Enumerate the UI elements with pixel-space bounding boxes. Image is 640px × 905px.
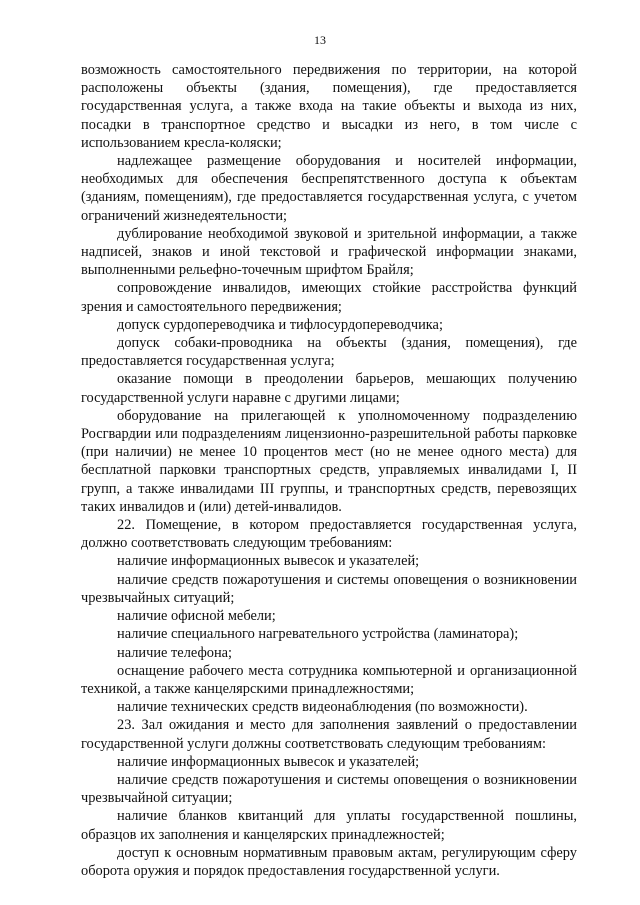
paragraph: наличие бланков квитанций для уплаты государственной пошлины, образцов их заполнения и канцелярских принадлежностей; xyxy=(81,808,577,843)
paragraph: допуск сурдопереводчика и тифлосурдопереводчика; xyxy=(117,316,443,333)
paragraph: возможность самостоятельного передвижения по территории, на которой расположены объекты (здания, помещения), где предоставляется государственная услуга, а также входа на такие объекты и выхода из них, посадки в транспортное средство и высадки из него, в том числе с использованием кресла-коляски; xyxy=(81,62,577,151)
paragraph: наличие технических средств видеонаблюдения (по возможности). xyxy=(117,699,528,716)
paragraph: 23. Зал ожидания и место для заполнения заявлений о предоставлении государственной услуги должны соответствовать следующим требованиям: xyxy=(81,717,577,752)
paragraph: наличие телефона; xyxy=(117,644,233,661)
paragraph: наличие специального нагревательного устройства (ламинатора); xyxy=(117,626,519,643)
paragraph: допуск собаки-проводника на объекты (здания, помещения), где предоставляется государственная услуга; xyxy=(81,335,577,370)
paragraph: оснащение рабочего места сотрудника компьютерной и организационной техникой, а также канцелярскими принадлежностями; xyxy=(81,662,577,697)
paragraph: наличие офисной мебели; xyxy=(117,608,276,625)
document-body xyxy=(81,61,577,880)
paragraph: 22. Помещение, в котором предоставляется государственная услуга, должно соответствовать следующим требованиям: xyxy=(81,517,577,552)
paragraph: доступ к основным нормативным правовым актам, регулирующим сферу оборота оружия и порядок предоставления государственной услуги. xyxy=(81,844,577,879)
paragraph: дублирование необходимой звуковой и зрительной информации, а также надписей, знаков и иной текстовой и графической информации знаками, выполненными рельефно-точечным шрифтом Брайля; xyxy=(81,225,577,279)
paragraph: наличие средств пожаротушения и системы оповещения о возникновении чрезвычайной ситуации; xyxy=(81,771,577,807)
page-number: 13 xyxy=(314,33,326,47)
paragraph: сопровождение инвалидов, имеющих стойкие расстройства функций зрения и самостоятельного передвижения; xyxy=(81,280,577,315)
paragraph: оказание помощи в преодолении барьеров, мешающих получению государственной услуги наравне с другими лицами; xyxy=(81,371,577,406)
paragraph: оборудование на прилегающей к уполномоченному подразделению Росгвардии или подразделениям лицензионно-разрешительной работы парковке (при наличии) не менее 10 процентов мест (но не менее одного места) для бесплатной парковки транспортных средств, управляемых инвалидами I, II групп, а также инвалидами III группы, и транспортных средств, перевозящих таких инвалидов и (или) детей-инвалидов. xyxy=(81,407,577,515)
paragraph: наличие средств пожаротушения и системы оповещения о возникновении чрезвычайных ситуаций; xyxy=(81,571,577,606)
paragraph: наличие информационных вывесок и указателей; xyxy=(117,553,420,570)
paragraph: наличие информационных вывесок и указателей; xyxy=(117,753,420,770)
paragraph: надлежащее размещение оборудования и носителей информации, необходимых для обеспечения беспрепятственного доступа к объектам (зданиям, помещениям), где предоставляется государственная услуга, с учетом ограничений жизнедеятельности; xyxy=(81,153,577,224)
